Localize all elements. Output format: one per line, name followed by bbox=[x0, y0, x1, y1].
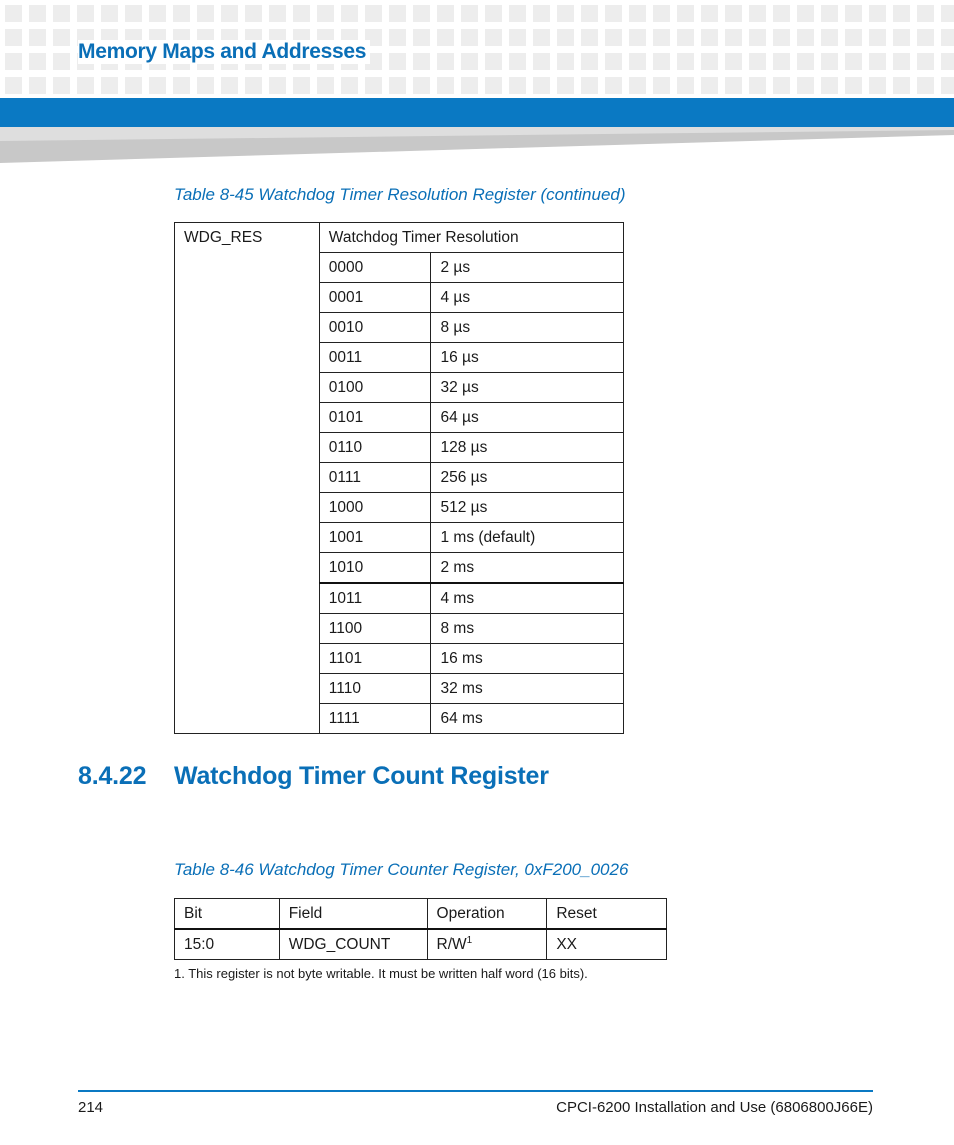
pattern-square bbox=[557, 29, 574, 46]
pattern-square bbox=[437, 77, 454, 94]
pattern-square bbox=[917, 53, 934, 70]
value-cell: 2 µs bbox=[431, 253, 624, 283]
pattern-square bbox=[485, 29, 502, 46]
pattern-square bbox=[269, 5, 286, 22]
pattern-square bbox=[533, 77, 550, 94]
pattern-square bbox=[389, 29, 406, 46]
pattern-square bbox=[773, 29, 790, 46]
code-cell: 1100 bbox=[319, 614, 431, 644]
pattern-square bbox=[509, 77, 526, 94]
header-reset: Reset bbox=[547, 899, 667, 930]
pattern-square bbox=[605, 5, 622, 22]
pattern-square bbox=[53, 53, 70, 70]
pattern-square bbox=[509, 29, 526, 46]
pattern-square bbox=[653, 77, 670, 94]
pattern-square bbox=[77, 77, 94, 94]
pattern-square bbox=[5, 29, 22, 46]
pattern-square bbox=[701, 77, 718, 94]
pattern-square bbox=[581, 53, 598, 70]
document-title: CPCI-6200 Installation and Use (6806800J66E) bbox=[556, 1099, 873, 1116]
pattern-square bbox=[293, 5, 310, 22]
pattern-square bbox=[917, 77, 934, 94]
pattern-square bbox=[941, 29, 954, 46]
operation-value: R/W bbox=[436, 936, 467, 954]
pattern-square bbox=[317, 5, 334, 22]
pattern-square bbox=[941, 77, 954, 94]
pattern-square bbox=[893, 53, 910, 70]
pattern-square bbox=[149, 77, 166, 94]
pattern-square bbox=[797, 5, 814, 22]
pattern-square bbox=[845, 29, 862, 46]
pattern-square bbox=[173, 5, 190, 22]
code-cell: 1001 bbox=[319, 523, 431, 553]
pattern-square bbox=[893, 29, 910, 46]
pattern-square bbox=[941, 53, 954, 70]
pattern-square bbox=[749, 29, 766, 46]
pattern-square bbox=[821, 29, 838, 46]
pattern-square bbox=[581, 77, 598, 94]
pattern-square bbox=[917, 29, 934, 46]
code-cell: 0010 bbox=[319, 313, 431, 343]
pattern-square bbox=[797, 29, 814, 46]
pattern-square bbox=[725, 53, 742, 70]
pattern-square bbox=[413, 29, 430, 46]
pattern-square bbox=[773, 77, 790, 94]
value-cell: 512 µs bbox=[431, 493, 624, 523]
pattern-square bbox=[773, 5, 790, 22]
pattern-square bbox=[581, 5, 598, 22]
pattern-square bbox=[533, 29, 550, 46]
value-cell: 8 ms bbox=[431, 614, 624, 644]
pattern-square bbox=[101, 5, 118, 22]
pattern-square bbox=[869, 53, 886, 70]
pattern-square bbox=[821, 53, 838, 70]
header-bit: Bit bbox=[175, 899, 280, 930]
pattern-square bbox=[533, 5, 550, 22]
pattern-square bbox=[581, 29, 598, 46]
footer-rule bbox=[78, 1090, 873, 1092]
pattern-square bbox=[29, 53, 46, 70]
pattern-square bbox=[677, 29, 694, 46]
pattern-square bbox=[437, 29, 454, 46]
field-name-cell: WDG_RES bbox=[175, 223, 320, 734]
pattern-square bbox=[245, 77, 262, 94]
pattern-square bbox=[221, 77, 238, 94]
pattern-square bbox=[461, 29, 478, 46]
code-cell: 0110 bbox=[319, 433, 431, 463]
section-number: 8.4.22 bbox=[78, 762, 147, 790]
pattern-square bbox=[389, 5, 406, 22]
pattern-square bbox=[29, 77, 46, 94]
table-header-row bbox=[175, 899, 667, 930]
section-heading bbox=[78, 762, 549, 791]
pattern-square bbox=[845, 5, 862, 22]
cell-operation bbox=[427, 929, 547, 960]
pattern-square bbox=[629, 53, 646, 70]
pattern-square bbox=[725, 77, 742, 94]
pattern-square bbox=[677, 53, 694, 70]
code-cell: 0000 bbox=[319, 253, 431, 283]
pattern-square bbox=[485, 77, 502, 94]
pattern-square bbox=[365, 77, 382, 94]
code-cell: 1101 bbox=[319, 644, 431, 674]
pattern-square bbox=[869, 5, 886, 22]
cell-reset: XX bbox=[547, 929, 667, 960]
pattern-square bbox=[557, 53, 574, 70]
code-cell: 0011 bbox=[319, 343, 431, 373]
code-cell: 1000 bbox=[319, 493, 431, 523]
code-cell: 1111 bbox=[319, 704, 431, 734]
pattern-square bbox=[605, 77, 622, 94]
value-cell: 32 µs bbox=[431, 373, 624, 403]
pattern-square bbox=[5, 53, 22, 70]
pattern-square bbox=[701, 53, 718, 70]
value-cell: 4 µs bbox=[431, 283, 624, 313]
cell-bit: 15:0 bbox=[175, 929, 280, 960]
pattern-square bbox=[869, 77, 886, 94]
pattern-square bbox=[821, 5, 838, 22]
table-8-45-caption: Table 8-45 Watchdog Timer Resolution Register (continued) bbox=[174, 185, 626, 204]
pattern-square bbox=[389, 77, 406, 94]
page-number: 214 bbox=[78, 1099, 104, 1116]
pattern-square bbox=[677, 77, 694, 94]
pattern-square bbox=[389, 53, 406, 70]
value-cell: 256 µs bbox=[431, 463, 624, 493]
pattern-square bbox=[317, 77, 334, 94]
header-operation: Operation bbox=[427, 899, 547, 930]
code-cell: 1011 bbox=[319, 583, 431, 614]
pattern-square bbox=[5, 5, 22, 22]
description-cell: Watchdog Timer Resolution bbox=[319, 223, 623, 253]
pattern-square bbox=[101, 77, 118, 94]
pattern-square bbox=[749, 53, 766, 70]
value-cell: 4 ms bbox=[431, 583, 624, 614]
code-cell: 0111 bbox=[319, 463, 431, 493]
watchdog-resolution-table bbox=[174, 222, 624, 734]
pattern-square bbox=[557, 5, 574, 22]
pattern-square bbox=[77, 5, 94, 22]
pattern-square bbox=[797, 77, 814, 94]
pattern-square bbox=[605, 53, 622, 70]
pattern-square bbox=[125, 5, 142, 22]
pattern-square bbox=[341, 77, 358, 94]
pattern-square bbox=[437, 5, 454, 22]
section-title: Watchdog Timer Count Register bbox=[174, 762, 549, 790]
pattern-square bbox=[629, 77, 646, 94]
pattern-square bbox=[413, 53, 430, 70]
watchdog-count-table bbox=[174, 898, 667, 960]
pattern-square bbox=[293, 77, 310, 94]
pattern-square bbox=[509, 5, 526, 22]
value-cell: 2 ms bbox=[431, 553, 624, 584]
pattern-square bbox=[485, 53, 502, 70]
pattern-square bbox=[437, 53, 454, 70]
value-cell: 16 µs bbox=[431, 343, 624, 373]
pattern-square bbox=[653, 29, 670, 46]
footnote: 1. This register is not byte writable. It must be written half word (16 bits). bbox=[174, 966, 588, 981]
pattern-square bbox=[653, 5, 670, 22]
pattern-square bbox=[221, 5, 238, 22]
code-cell: 0101 bbox=[319, 403, 431, 433]
pattern-square bbox=[869, 29, 886, 46]
pattern-square bbox=[941, 5, 954, 22]
pattern-square bbox=[149, 5, 166, 22]
header-field: Field bbox=[279, 899, 427, 930]
table-header-row bbox=[175, 223, 624, 253]
pattern-square bbox=[29, 5, 46, 22]
value-cell: 8 µs bbox=[431, 313, 624, 343]
code-cell: 1010 bbox=[319, 553, 431, 584]
pattern-square bbox=[629, 29, 646, 46]
pattern-square bbox=[821, 77, 838, 94]
code-cell: 0100 bbox=[319, 373, 431, 403]
code-cell: 0001 bbox=[319, 283, 431, 313]
pattern-square bbox=[701, 29, 718, 46]
pattern-square bbox=[509, 53, 526, 70]
pattern-square bbox=[677, 5, 694, 22]
pattern-square bbox=[125, 77, 142, 94]
pattern-square bbox=[461, 53, 478, 70]
pattern-square bbox=[845, 53, 862, 70]
cell-field: WDG_COUNT bbox=[279, 929, 427, 960]
pattern-square bbox=[53, 77, 70, 94]
pattern-square bbox=[893, 5, 910, 22]
pattern-square bbox=[797, 53, 814, 70]
pattern-square bbox=[653, 53, 670, 70]
code-cell: 1110 bbox=[319, 674, 431, 704]
value-cell: 64 ms bbox=[431, 704, 624, 734]
pattern-square bbox=[917, 5, 934, 22]
pattern-square bbox=[341, 5, 358, 22]
pattern-square bbox=[53, 29, 70, 46]
pattern-square bbox=[749, 5, 766, 22]
pattern-square bbox=[773, 53, 790, 70]
running-section-title: Memory Maps and Addresses bbox=[78, 40, 370, 64]
pattern-square bbox=[845, 77, 862, 94]
pattern-square bbox=[365, 5, 382, 22]
pattern-square bbox=[629, 5, 646, 22]
value-cell: 1 ms (default) bbox=[431, 523, 624, 553]
pattern-square bbox=[197, 77, 214, 94]
pattern-square bbox=[29, 29, 46, 46]
pattern-square bbox=[269, 77, 286, 94]
header-blue-bar bbox=[0, 98, 954, 127]
pattern-square bbox=[5, 77, 22, 94]
value-cell: 32 ms bbox=[431, 674, 624, 704]
footnote-marker: 1 bbox=[466, 934, 473, 946]
header-grey-wedge bbox=[0, 127, 954, 163]
pattern-square bbox=[533, 53, 550, 70]
pattern-square bbox=[461, 5, 478, 22]
pattern-square bbox=[749, 77, 766, 94]
pattern-square bbox=[413, 5, 430, 22]
pattern-square bbox=[485, 5, 502, 22]
pattern-square bbox=[53, 5, 70, 22]
pattern-square bbox=[893, 77, 910, 94]
pattern-square bbox=[197, 5, 214, 22]
table-row bbox=[175, 929, 667, 960]
value-cell: 128 µs bbox=[431, 433, 624, 463]
pattern-square bbox=[557, 77, 574, 94]
pattern-square bbox=[725, 29, 742, 46]
pattern-square bbox=[725, 5, 742, 22]
pattern-square bbox=[173, 77, 190, 94]
table-8-46-caption: Table 8-46 Watchdog Timer Counter Register, 0xF200_0026 bbox=[174, 860, 629, 879]
pattern-square bbox=[701, 5, 718, 22]
value-cell: 64 µs bbox=[431, 403, 624, 433]
pattern-square bbox=[461, 77, 478, 94]
value-cell: 16 ms bbox=[431, 644, 624, 674]
pattern-square bbox=[413, 77, 430, 94]
pattern-square bbox=[605, 29, 622, 46]
pattern-square bbox=[245, 5, 262, 22]
